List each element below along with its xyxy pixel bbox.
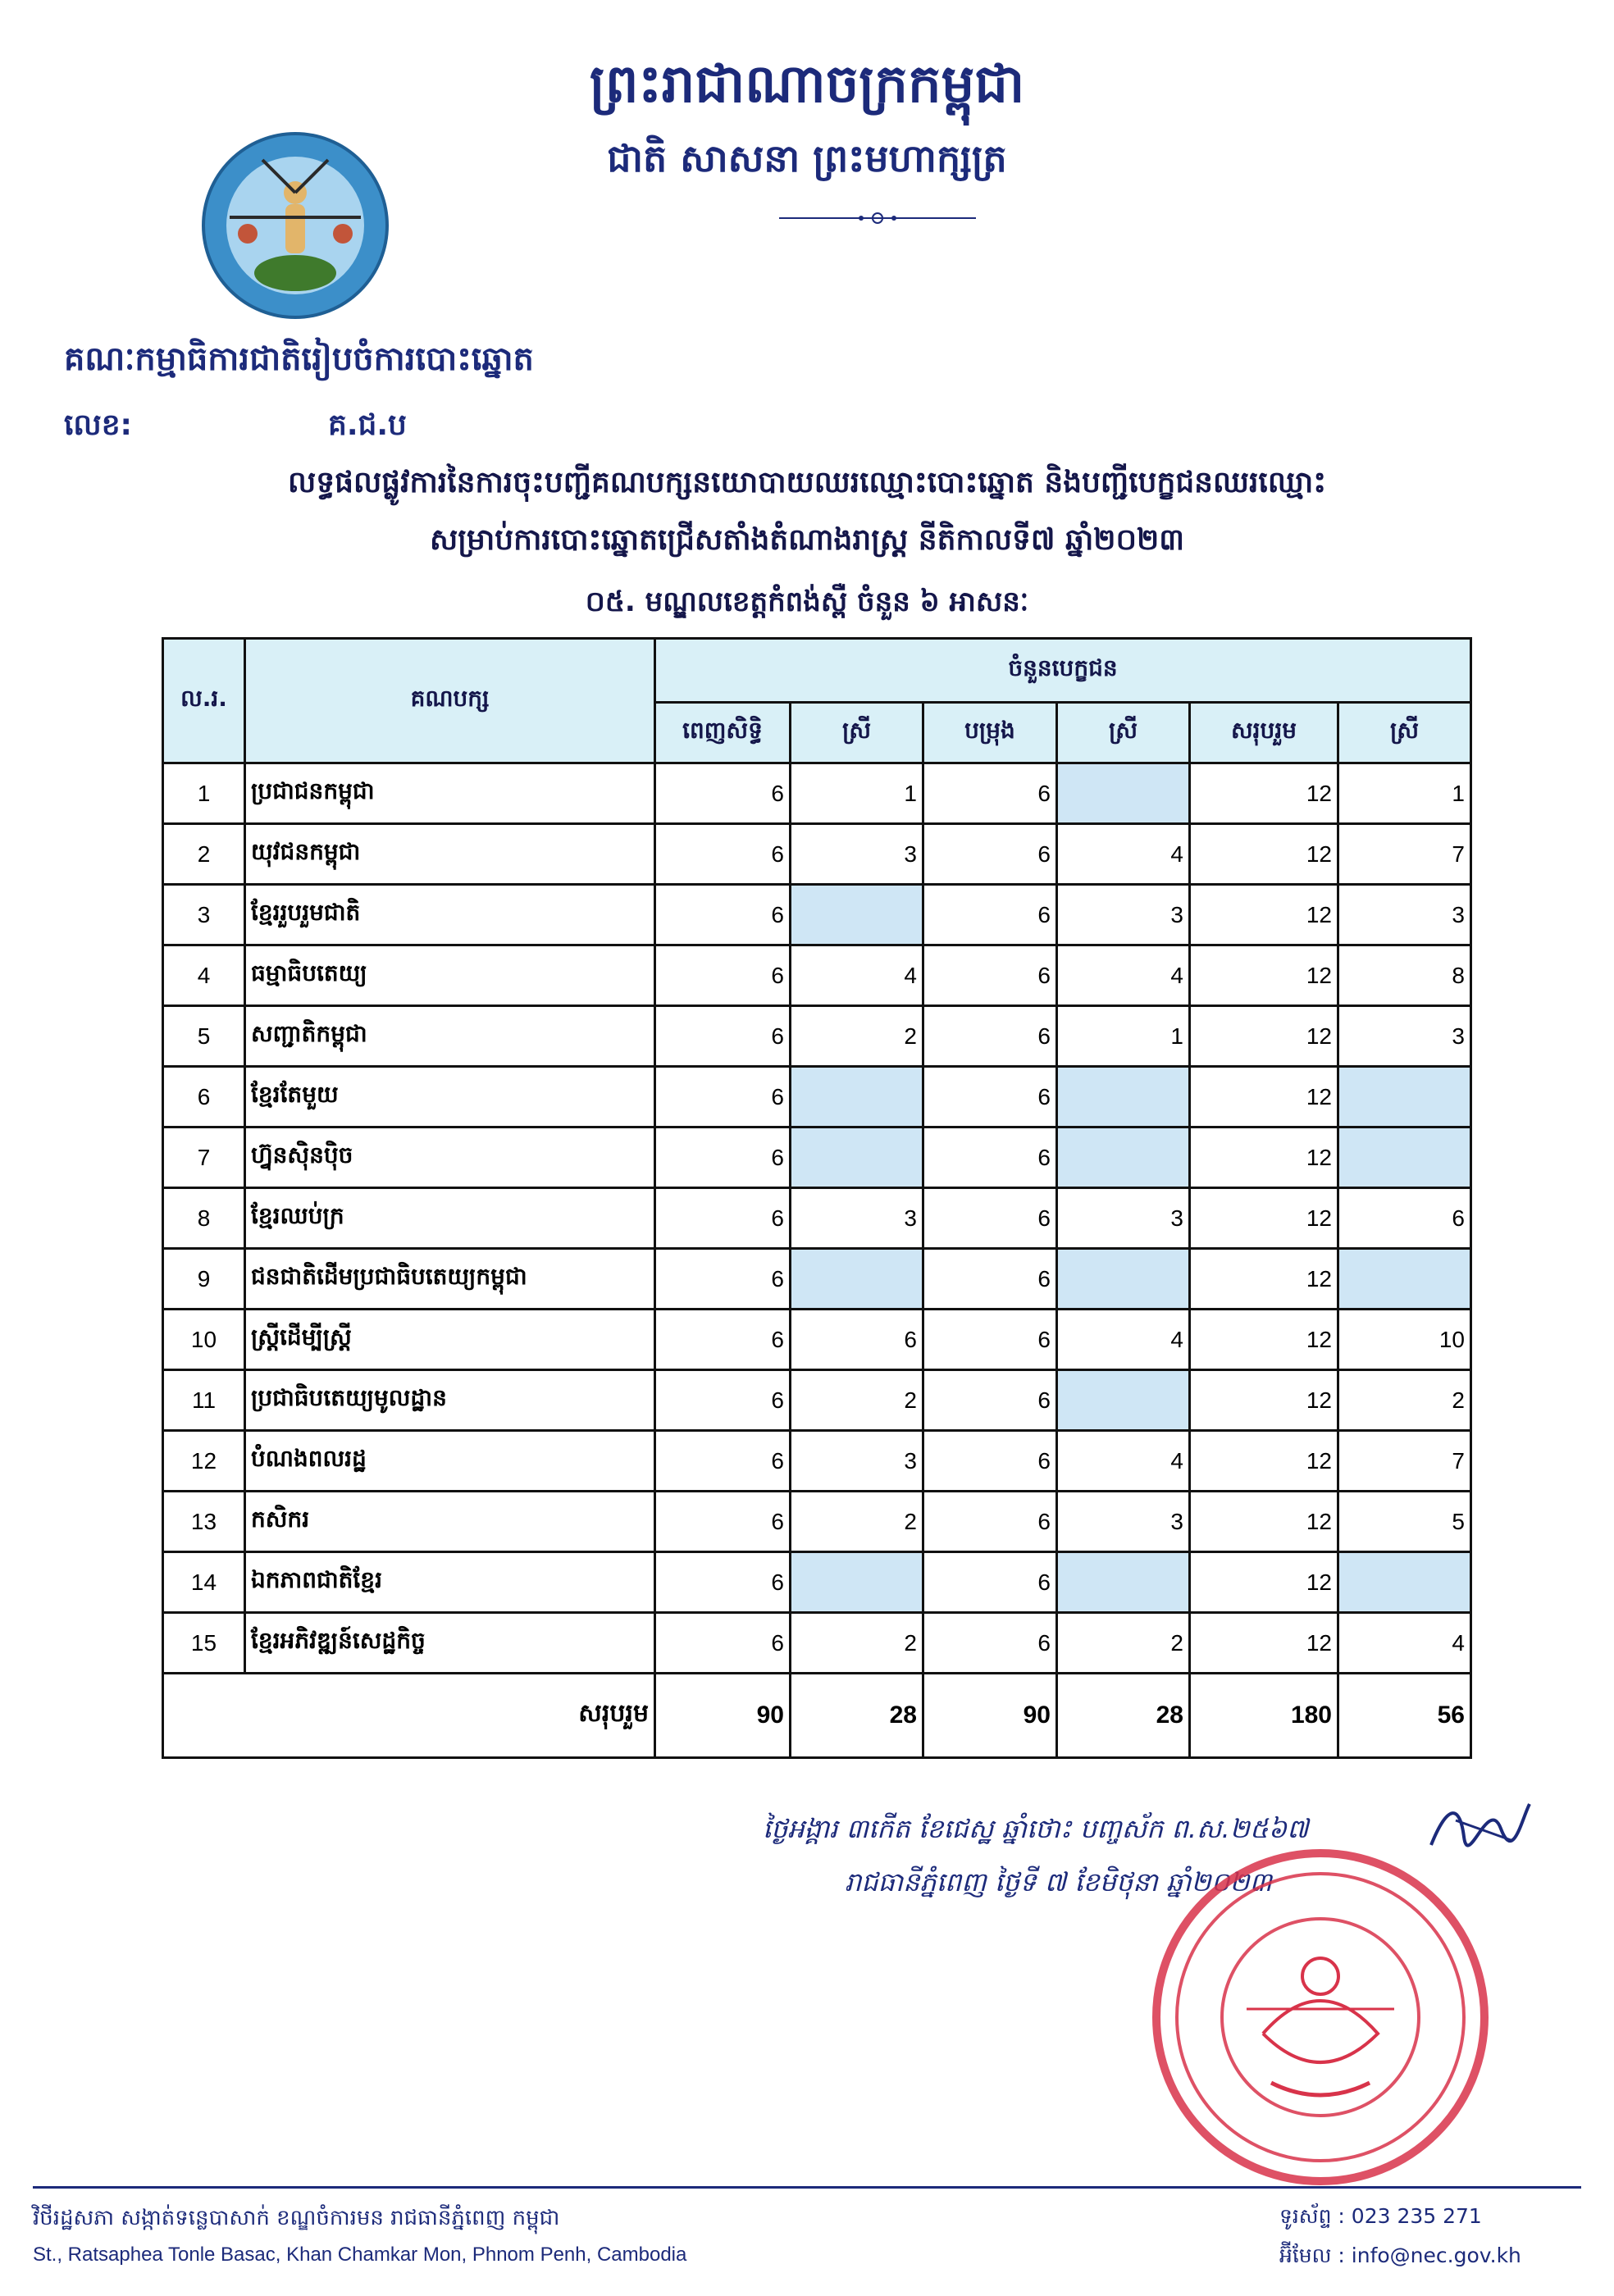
row-number: 1 [163,763,245,824]
cell-total: 12 [1190,1370,1338,1431]
document-title-line2: សម្រាប់ការបោះឆ្នោតជ្រើសតាំងតំណាងរាស្ត្រ នីតិកាលទី៧ ឆ្នាំ២០២៣ [430,523,1184,557]
table-row [163,824,1471,885]
cell-full-female: 2 [791,1613,923,1674]
table-row [163,1067,1471,1128]
row-number: 6 [163,1067,245,1128]
table-row [163,1128,1471,1188]
row-number: 11 [163,1370,245,1431]
table-row [163,1431,1471,1492]
cell-reserve: 6 [923,945,1057,1006]
party-name: ខ្មែររួបរួមជាតិ [245,885,655,945]
cell-reserve: 6 [923,885,1057,945]
row-number: 3 [163,885,245,945]
row-number: 9 [163,1249,245,1310]
kingdom-title: ព្រះរាជាណាចក្រកម្ពុជា [589,53,1025,115]
cell-reserve-female [1057,763,1190,824]
cell-total-female: 10 [1338,1310,1471,1370]
cell-total-female: 4 [1338,1613,1471,1674]
cell-reserve: 6 [923,1128,1057,1188]
ornament-divider [779,210,976,226]
cell-reserve: 6 [923,763,1057,824]
total-total: 180 [1190,1674,1338,1758]
row-number: 13 [163,1492,245,1552]
cell-full-female [791,1552,923,1613]
cell-full: 6 [655,1188,791,1249]
cell-full: 6 [655,1249,791,1310]
cell-reserve: 6 [923,1067,1057,1128]
constituency-heading: ០៥. មណ្ឌលខេត្តកំពង់ស្ពឺ ចំនួន ៦ អាសនៈ [585,585,1029,618]
cell-full-female: 2 [791,1492,923,1552]
party-name: ស្ត្រីដើម្បីស្ត្រី [245,1310,655,1370]
row-number: 4 [163,945,245,1006]
total-reserve-female: 28 [1057,1674,1190,1758]
cell-total: 12 [1190,945,1338,1006]
cell-reserve: 6 [923,1492,1057,1552]
party-name: ឯកភាពជាតិខ្មែរ [245,1552,655,1613]
party-name: ធម្មាធិបតេយ្យ [245,945,655,1006]
cell-total: 12 [1190,824,1338,885]
table-row [163,1188,1471,1249]
cell-full: 6 [655,885,791,945]
cell-full: 6 [655,945,791,1006]
total-label: សរុបរួម [163,1674,655,1758]
cell-total-female: 1 [1338,763,1471,824]
cell-total: 12 [1190,885,1338,945]
gregorian-date: រាជធានីភ្នំពេញ ថ្ងៃទី ៧ ខែមិថុនា ឆ្នាំ២០២៣ [845,1866,1272,1897]
cell-full-female: 4 [791,945,923,1006]
cell-full: 6 [655,1552,791,1613]
column-header-total-female: ស្រី [1338,703,1471,763]
cell-full-female: 3 [791,1188,923,1249]
cell-reserve-female: 3 [1057,1492,1190,1552]
cell-reserve-female: 3 [1057,1188,1190,1249]
cell-reserve-female: 4 [1057,1431,1190,1492]
reference-code: គ.ជ.ប [328,408,407,442]
column-header-reserve-female: ស្រី [1057,703,1190,763]
table-row [163,1006,1471,1067]
row-number: 12 [163,1431,245,1492]
table-row [163,1552,1471,1613]
table-row [163,1249,1471,1310]
row-number: 14 [163,1552,245,1613]
cell-full: 6 [655,824,791,885]
party-name: យុវជនកម្ពុជា [245,824,655,885]
footer-address-en: St., Ratsaphea Tonle Basac, Khan Chamkar Mon, Phnom Penh, Cambodia [33,2244,687,2266]
column-header-reserve: បម្រុង [923,703,1057,763]
cell-full-female: 1 [791,763,923,824]
cell-total-female: 7 [1338,1431,1471,1492]
party-name: ហ្វ៊ុនស៊ិនប៉ិច [245,1128,655,1188]
cell-reserve: 6 [923,1552,1057,1613]
cell-total: 12 [1190,1552,1338,1613]
cell-reserve-female [1057,1067,1190,1128]
party-name: ខ្មែរតែមួយ [245,1067,655,1128]
cell-reserve-female [1057,1552,1190,1613]
table-row [163,1370,1471,1431]
cell-total-female: 3 [1338,885,1471,945]
cell-total-female [1338,1249,1471,1310]
cell-reserve-female: 4 [1057,945,1190,1006]
footer-address-km: វិថីរដ្ឋសភា សង្កាត់ទន្លេបាសាក់ ខណ្ឌចំការមន រាជធានីភ្នំពេញ កម្ពុជា [33,2206,560,2230]
cell-total: 12 [1190,1067,1338,1128]
cell-total-female: 3 [1338,1006,1471,1067]
row-number: 7 [163,1128,245,1188]
cell-full: 6 [655,1006,791,1067]
cell-total: 12 [1190,1188,1338,1249]
cell-full: 6 [655,1067,791,1128]
row-number: 2 [163,824,245,885]
document-title-line1: លទ្ធផលផ្លូវការនៃការចុះបញ្ជីគណបក្សនយោបាយឈរឈ្មោះបោះឆ្នោត និងបញ្ជីបេក្ខជនឈរឈ្មោះ [287,466,1327,499]
cell-full: 6 [655,1431,791,1492]
cell-total: 12 [1190,1128,1338,1188]
column-header-full-female: ស្រី [791,703,923,763]
official-seal [1148,1845,1493,2189]
table-row [163,885,1471,945]
cell-total: 12 [1190,1310,1338,1370]
footer-phone: ទូរស័ព្ទ : 023 235 271 [1279,2204,1482,2228]
cell-total: 12 [1190,1006,1338,1067]
cell-total-female [1338,1128,1471,1188]
column-header-full: ពេញសិទ្ធិ [655,703,791,763]
table-row [163,1613,1471,1674]
cell-reserve-female: 4 [1057,824,1190,885]
cell-reserve: 6 [923,1249,1057,1310]
cell-reserve-female [1057,1128,1190,1188]
party-name: ប្រជាជនកម្ពុជា [245,763,655,824]
cell-total-female: 7 [1338,824,1471,885]
cell-reserve: 6 [923,824,1057,885]
cell-full: 6 [655,1310,791,1370]
column-header-party: គណបក្ស [245,639,655,763]
cell-reserve: 6 [923,1188,1057,1249]
column-header-total: សរុបរួម [1190,703,1338,763]
party-name: ខ្មែរឈប់ក្រ [245,1188,655,1249]
cell-reserve: 6 [923,1370,1057,1431]
cell-reserve-female [1057,1249,1190,1310]
cell-total: 12 [1190,1431,1338,1492]
row-number: 10 [163,1310,245,1370]
cell-total-female: 5 [1338,1492,1471,1552]
cell-full-female [791,1249,923,1310]
cell-total-female [1338,1552,1471,1613]
cell-full-female: 2 [791,1370,923,1431]
party-name: ខ្មែរអភិវឌ្ឍន៍សេដ្ឋកិច្ច [245,1613,655,1674]
table-row [163,763,1471,824]
party-name: កសិករ [245,1492,655,1552]
cell-full: 6 [655,1492,791,1552]
organization-name: គណៈកម្មាធិការជាតិរៀបចំការបោះឆ្នោត [64,340,534,378]
footer-divider [33,2186,1581,2189]
total-total-female: 56 [1338,1674,1471,1758]
cell-total-female: 8 [1338,945,1471,1006]
total-reserve: 90 [923,1674,1057,1758]
cell-total: 12 [1190,1492,1338,1552]
cell-full-female: 2 [791,1006,923,1067]
cell-reserve-female: 1 [1057,1006,1190,1067]
national-motto: ជាតិ សាសនា ព្រះមហាក្សត្រ [607,136,1007,180]
cell-reserve: 6 [923,1310,1057,1370]
cell-full-female: 3 [791,824,923,885]
cell-total: 12 [1190,763,1338,824]
cell-full: 6 [655,763,791,824]
cell-reserve: 6 [923,1006,1057,1067]
cell-full-female: 3 [791,1431,923,1492]
cell-reserve-female: 2 [1057,1613,1190,1674]
column-group-candidates: ចំនួនបេក្ខជន [655,639,1471,703]
table-row [163,1492,1471,1552]
cell-full: 6 [655,1613,791,1674]
cell-full-female [791,1128,923,1188]
total-row [163,1674,1471,1758]
table-row [163,945,1471,1006]
party-name: សញ្ជាតិកម្ពុជា [245,1006,655,1067]
cell-full-female [791,885,923,945]
row-number: 8 [163,1188,245,1249]
cell-reserve-female: 3 [1057,885,1190,945]
cell-full: 6 [655,1370,791,1431]
total-full-female: 28 [791,1674,923,1758]
reference-label: លេខ: [64,408,132,442]
cell-reserve: 6 [923,1613,1057,1674]
total-full: 90 [655,1674,791,1758]
cell-reserve-female: 4 [1057,1310,1190,1370]
party-name: ប្រជាធិបតេយ្យមូលដ្ឋាន [245,1370,655,1431]
cell-total-female: 6 [1338,1188,1471,1249]
cell-full: 6 [655,1128,791,1188]
cell-full-female: 6 [791,1310,923,1370]
lunar-date: ថ្ងៃអង្គារ ៣កេីត ខែជេស្ឋ ឆ្នាំថោះ បញ្ចស័ក ព.ស.២៥៦៧ [763,1813,1309,1844]
row-number: 15 [163,1613,245,1674]
cell-total: 12 [1190,1613,1338,1674]
footer-email: អ៊ីមែល : info@nec.gov.kh [1279,2244,1521,2267]
cell-reserve-female [1057,1370,1190,1431]
nec-emblem-logo [197,127,394,324]
row-number: 5 [163,1006,245,1067]
results-table [162,637,1472,1759]
table-row [163,1310,1471,1370]
party-name: បំណងពលរដ្ឋ [245,1431,655,1492]
column-header-no: ល.រ. [163,639,245,763]
cell-total-female: 2 [1338,1370,1471,1431]
party-name: ជនជាតិដើមប្រជាធិបតេយ្យកម្ពុជា [245,1249,655,1310]
cell-full-female [791,1067,923,1128]
cell-total: 12 [1190,1249,1338,1310]
cell-total-female [1338,1067,1471,1128]
cell-reserve: 6 [923,1431,1057,1492]
